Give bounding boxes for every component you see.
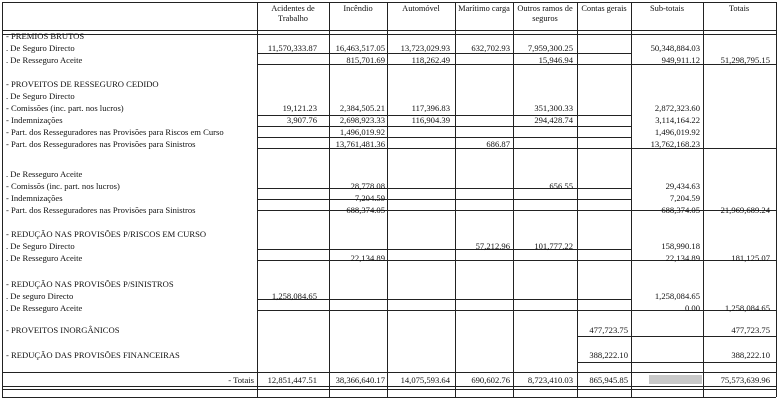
row-label-de-resseguro-aceite: . De Resseguro Aceite: [6, 169, 83, 179]
cell-value: 1,496,019.92: [339, 127, 385, 137]
row-label-de-seguro-directo: . De seguro Directo: [6, 291, 74, 301]
row-label-comissos-inc-part-nos-lucros: - Comissõs (inc. part. nos lucros): [6, 181, 120, 191]
totals-cell-value: 865,945.85: [589, 375, 628, 385]
cell-value: 7,204.59: [669, 193, 700, 203]
row-label-de-resseguro-aceite: . De Resseguro Aceite: [6, 55, 83, 65]
cell-value: 116,904.39: [411, 115, 450, 125]
cell-value: 388,222.10: [589, 350, 628, 360]
cell-value: 1,258,084.65: [724, 303, 770, 313]
cell-value: 181,125.07: [731, 253, 770, 263]
cell-value: 949,911.12: [661, 55, 700, 65]
header-sub-totais: Sub-totais: [650, 4, 684, 13]
cell-value: 22,134.89: [665, 253, 700, 263]
cell-value: 158,990.18: [661, 241, 700, 251]
cell-value: 7,959,300.25: [527, 43, 573, 53]
totals-cell-value: 8,723,410.03: [527, 375, 573, 385]
row-label-premios-brutos: - PREMIOS BRUTOS: [6, 31, 85, 41]
cell-value: 19,121.23: [282, 103, 317, 113]
row-label-reducao-nas-provisoes-p-sinistros: - REDUÇÃO NAS PROVISÕES P/SINISTROS: [6, 279, 174, 289]
cell-value: 7,204.59: [354, 193, 385, 203]
cell-value: 118,262.49: [411, 55, 450, 65]
cell-value: 11,570,333.87: [267, 43, 317, 53]
row-label-part-dos-resseguradores-nas-provisoes-para-sinistros: - Part. dos Resseguradores nas Provisões para Sinistros: [6, 139, 196, 149]
totals-shaded-cell: [649, 375, 702, 384]
totals-cell-value: 14,075,593.64: [400, 375, 450, 385]
cell-value: 2,384,505.21: [339, 103, 385, 113]
totals-cell-value: 12,851,447.51: [267, 375, 317, 385]
totals-cell-value: 38,366,640.17: [335, 375, 385, 385]
cell-value: 686.87: [486, 139, 510, 149]
cell-value: 101,777.22: [534, 241, 573, 251]
cell-value: 50,348,884.03: [650, 43, 700, 53]
header-contas-gerais: Contas gerais: [581, 4, 627, 13]
cell-value: 51,298,795.15: [720, 55, 770, 65]
row-label-proveitos-de-resseguro-cedido: - PROVEITOS DE RESSEGURO CEDIDO: [6, 79, 159, 89]
cell-value: 815,701.69: [346, 55, 385, 65]
cell-value: 656.55: [549, 181, 573, 191]
header-incendio: Incêndio: [343, 4, 373, 13]
cell-value: 22,134.89: [350, 253, 385, 263]
header-outros-ramos: Outros ramos de seguros: [517, 4, 573, 23]
cell-value: 351,300.33: [534, 103, 573, 113]
cell-value: 16,463,517.05: [335, 43, 385, 53]
header-maritimo-carga: Marítimo carga: [458, 4, 510, 13]
header-acidentes-trabalho: Acidentes de Trabalho: [271, 4, 315, 23]
totals-cell-value: 690,602.76: [471, 375, 510, 385]
row-label-indemnizacoes: - Indemnizações: [6, 115, 63, 125]
totals-label: - Totais: [228, 375, 254, 385]
cell-value: 13,761,481.36: [335, 139, 385, 149]
row-label-de-seguro-directo: . De Seguro Directo: [6, 241, 75, 251]
row-label-de-seguro-directo: . De Seguro Directo: [6, 91, 75, 101]
row-label-reducao-das-provisoes-financeiras: - REDUÇÃO DAS PROVISÕES FINANCEIRAS: [6, 350, 180, 360]
cell-value: 477,723.75: [731, 325, 770, 335]
row-label-de-resseguro-aceite: . De Resseguro Aceite: [6, 303, 83, 313]
cell-value: 688,374.05: [346, 205, 385, 215]
cell-value: 21,969,689.24: [720, 205, 770, 215]
row-label-comissoes-inc-part-nos-lucros: - Comissões (inc. part. nos lucros): [6, 103, 124, 113]
cell-value: 688,374.05: [661, 205, 700, 215]
cell-value: 13,723,029.93: [400, 43, 450, 53]
row-label-part-dos-resseguradores-nas-provisoes-para-sinistros: - Part. dos Resseguradores nas Provisões para Sinistros: [6, 205, 196, 215]
row-label-proveitos-inorganicos: - PROVEITOS INORGÂNICOS: [6, 325, 120, 335]
cell-value: 13,762,168.23: [650, 139, 700, 149]
row-label-part-dos-resseguradores-nas-provisoes-para-riscos-em-curso: - Part. dos Resseguradores nas Provisões para Riscos em Curso: [6, 127, 224, 137]
row-label-indemnizacoes: - Indemnizações: [6, 193, 63, 203]
cell-value: 1,258,084.65: [654, 291, 700, 301]
header-totais: Totais: [728, 4, 750, 13]
cell-value: 388,222.10: [731, 350, 770, 360]
header-automovel: Automóvel: [402, 4, 440, 13]
cell-value: 57,212.96: [475, 241, 510, 251]
cell-value: 1,496,019.92: [654, 127, 700, 137]
cell-value: 28,778.08: [350, 181, 385, 191]
row-label-de-seguro-directo: . De Seguro Directo: [6, 43, 75, 53]
cell-value: 117,396.83: [411, 103, 450, 113]
cell-value: 1,258,084.65: [271, 291, 317, 301]
cell-value: 477,723.75: [589, 325, 628, 335]
cell-value: 2,698,923.33: [339, 115, 385, 125]
cell-value: 29,434.63: [665, 181, 700, 191]
cell-value: 3,114,164.22: [655, 115, 700, 125]
cell-value: 294,428.74: [534, 115, 573, 125]
totals-cell-value: 75,573,639.96: [720, 375, 770, 385]
cell-value: 15,946.94: [538, 55, 573, 65]
cell-value: 3,907.76: [286, 115, 317, 125]
row-label-de-resseguro-aceite: . De Resseguro Aceite: [6, 253, 83, 263]
cell-value: 2,872,323.60: [654, 103, 700, 113]
cell-value: 632,702.93: [471, 43, 510, 53]
row-label-reducao-nas-provisoes-p-riscos-em-curso: - REDUÇÃO NAS PROVISÕES P/RISCOS EM CURSO: [6, 229, 207, 239]
cell-value: 0.00: [684, 303, 700, 313]
